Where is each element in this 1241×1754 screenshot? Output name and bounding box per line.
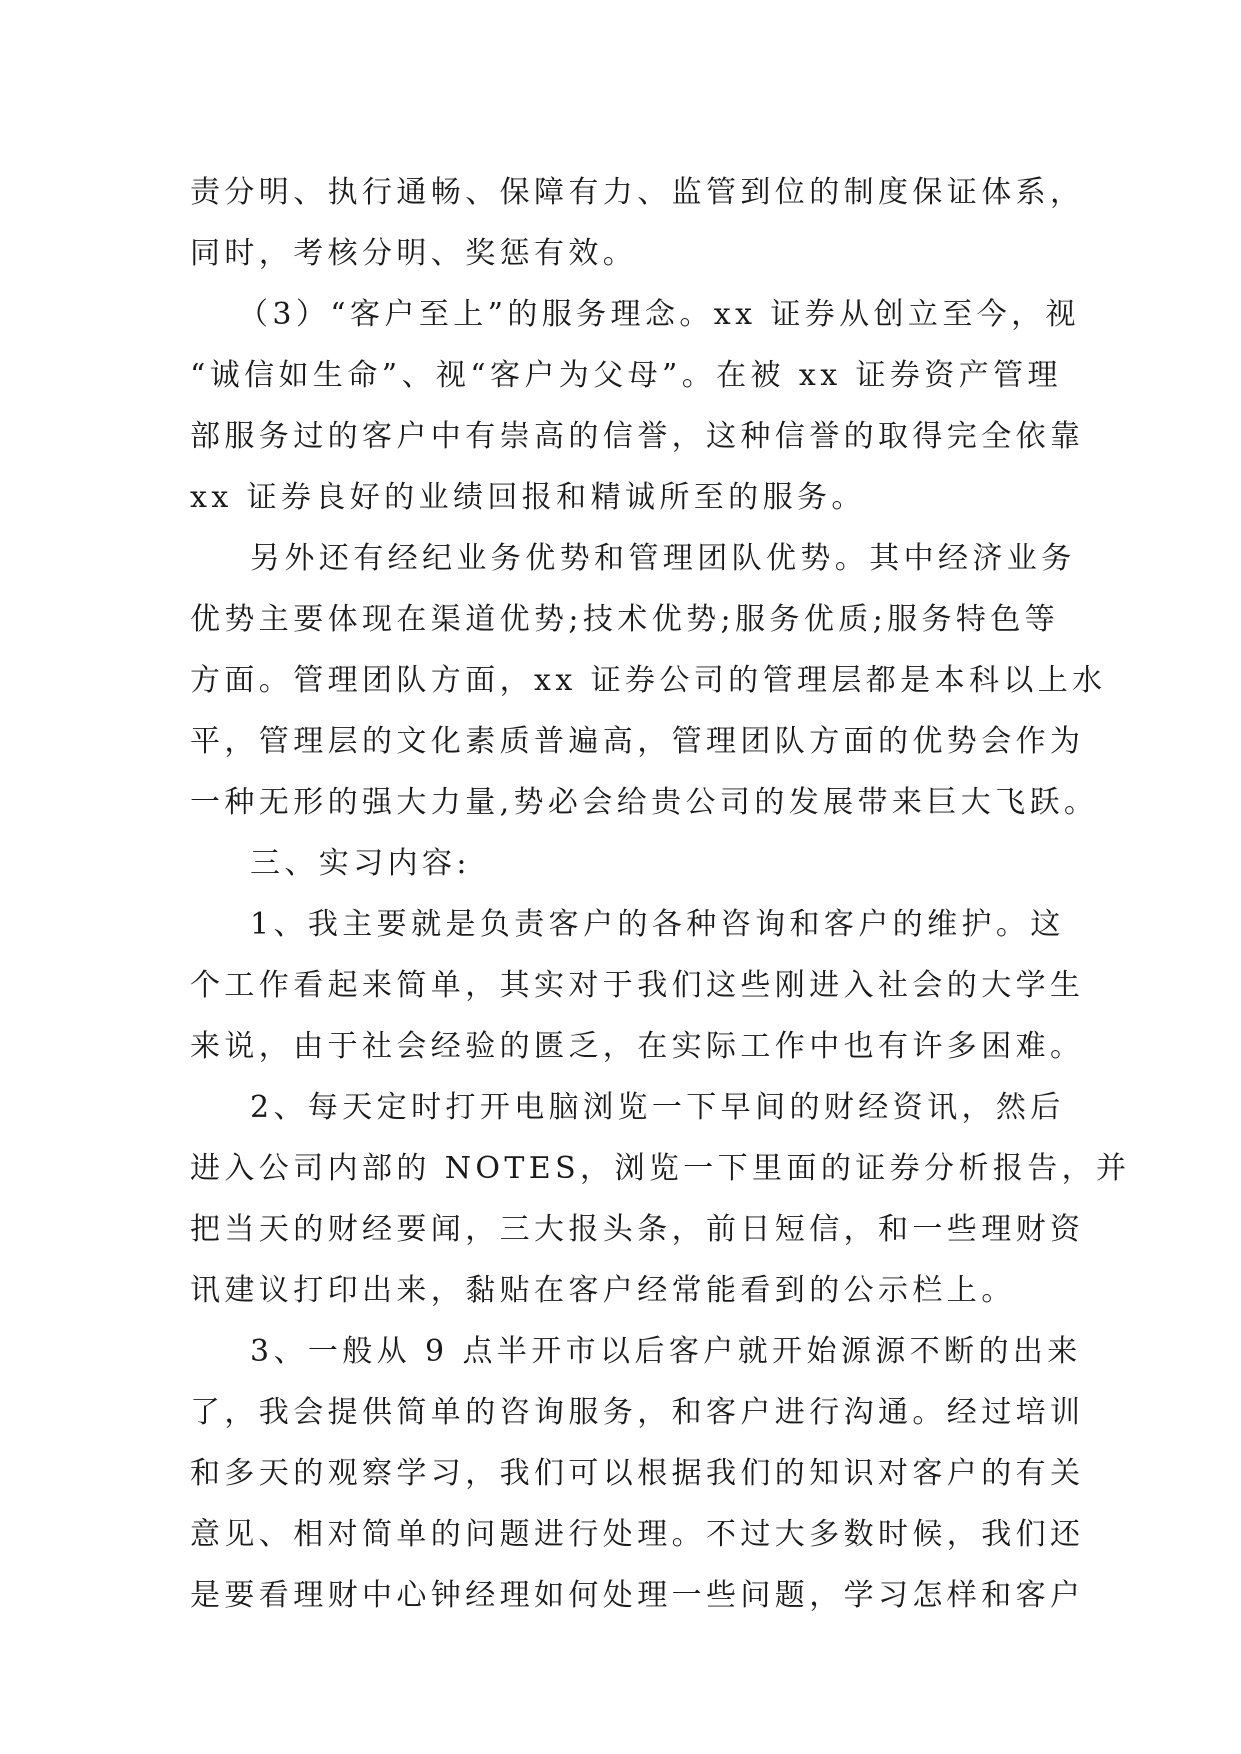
text-line: （3）“客户至上”的服务理念。xx 证券从创立至今，视: [238, 297, 1080, 332]
text-line: 2、每天定时打开电脑浏览一下早间的财经资讯，然后: [250, 1090, 1065, 1125]
document-body: [190, 162, 1131, 1626]
text-line: 部服务过的客户中有崇高的信誉，这种信誉的取得完全依靠: [190, 419, 1085, 454]
text-line: 是要看理财中心钟经理如何处理一些问题，学习怎样和客户: [190, 1578, 1085, 1613]
text-line: 意见、相对简单的问题进行处理。不过大多数时候，我们还: [190, 1517, 1085, 1552]
text-line: 了，我会提供简单的咨询服务，和客户进行沟通。经过培训: [190, 1395, 1085, 1430]
text-line: 把当天的财经要闻，三大报头条，前日短信，和一些理财资: [190, 1212, 1085, 1247]
text-line: 1、我主要就是负责客户的各种咨询和客户的维护。这: [250, 907, 1065, 942]
text-line: 责分明、执行通畅、保障有力、监管到位的制度保证体系，: [190, 175, 1085, 210]
text-line: 来说，由于社会经验的匮乏，在实际工作中也有许多困难。: [190, 1029, 1085, 1064]
text-line: 一种无形的强大力量,势必会给贵公司的发展带来巨大飞跃。: [190, 785, 1099, 820]
text-line: xx 证券良好的业绩回报和精诚所至的服务。: [190, 480, 866, 515]
text-line: 个工作看起来简单，其实对于我们这些刚进入社会的大学生: [190, 968, 1085, 1003]
text-line: 进入公司内部的 NOTES，浏览一下里面的证券分析报告，并: [190, 1151, 1131, 1186]
paragraph-6: [190, 1321, 1085, 1626]
text-line: 另外还有经纪业务优势和管理团队优势。其中经济业务: [250, 541, 1076, 576]
text-line: 方面。管理团队方面，xx 证券公司的管理层都是本科以上水: [190, 663, 1107, 698]
text-line: 3、一般从 9 点半开市以后客户就开始源源不断的出来: [250, 1334, 1082, 1369]
paragraph-1: [190, 162, 1085, 284]
text-line: 优势主要体现在渠道优势;技术优势;服务优质;服务特色等: [190, 602, 1060, 637]
paragraph-4: [190, 894, 1085, 1077]
section-heading: [190, 833, 1070, 894]
text-line: 三、实习内容:: [250, 846, 471, 881]
paragraph-2: [190, 284, 1085, 528]
paragraph-3: [190, 528, 1107, 833]
text-line: 讯建议打印出来，黏贴在客户经常能看到的公示栏上。: [190, 1273, 1016, 1308]
paragraph-5: [190, 1077, 1131, 1321]
text-line: 平，管理层的文化素质普遍高，管理团队方面的优势会作为: [190, 724, 1085, 759]
text-line: 和多天的观察学习，我们可以根据我们的知识对客户的有关: [190, 1456, 1085, 1491]
text-line: 同时，考核分明、奖惩有效。: [190, 236, 638, 271]
text-line: “诚信如生命”、视“客户为父母”。在被 xx 证券资产管理: [190, 358, 1062, 393]
